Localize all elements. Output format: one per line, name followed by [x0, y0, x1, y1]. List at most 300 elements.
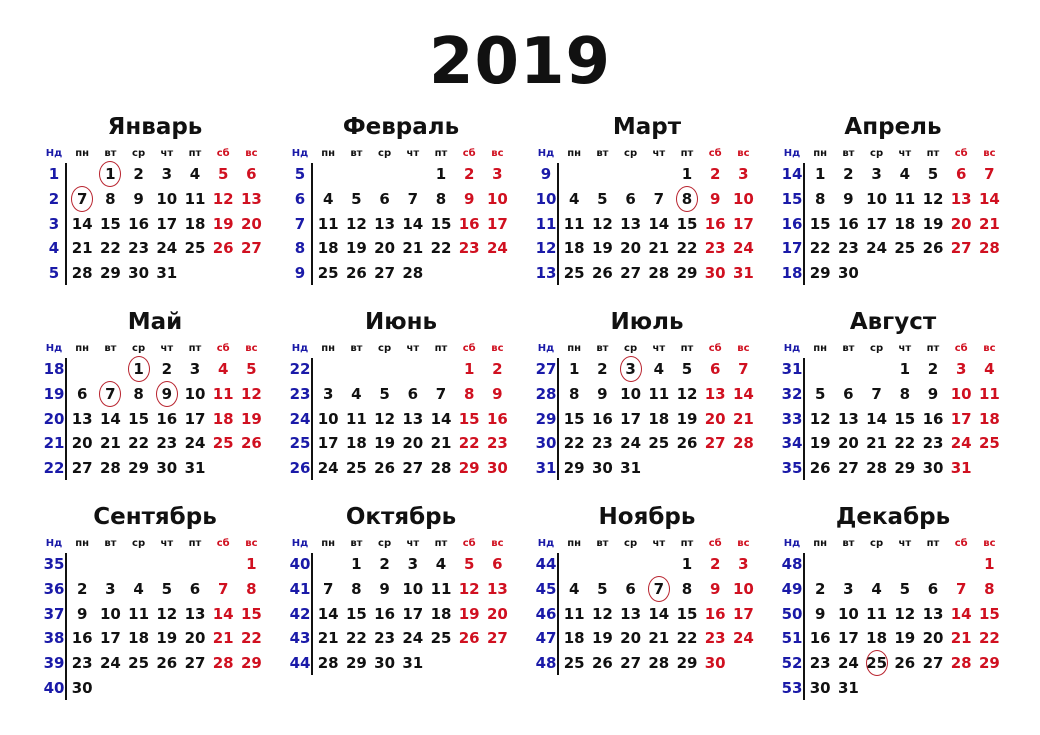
day-cell: 11 — [212, 384, 234, 403]
weekday-header: чт — [898, 343, 912, 354]
weekday-header: чт — [652, 148, 666, 159]
weekday-header: пт — [188, 148, 202, 159]
week-number: 3 — [48, 214, 60, 233]
day-cell: 5 — [351, 189, 362, 208]
day-cell: 7 — [871, 384, 882, 403]
day-cell: 14 — [402, 214, 424, 233]
day-cell: 14 — [99, 409, 121, 428]
day-cell: 14 — [732, 384, 754, 403]
weekday-header: ср — [132, 538, 146, 549]
month-title: Сентябрь — [93, 504, 217, 530]
day-cell: 16 — [922, 409, 944, 428]
week-number: 53 — [781, 679, 803, 697]
day-cell: 25 — [563, 654, 585, 673]
day-cell: 29 — [894, 459, 916, 478]
weekday-header: пн — [567, 148, 582, 159]
day-cell: 24 — [317, 459, 339, 478]
week-number: 18 — [43, 360, 65, 378]
week-number: 20 — [43, 409, 65, 428]
day-cell: 25 — [648, 434, 670, 453]
weekday-header: ср — [870, 343, 884, 354]
month-block — [778, 113, 1008, 303]
day-cell: 24 — [866, 239, 888, 258]
day-cell: 30 — [156, 459, 178, 478]
weekday-header: чт — [406, 538, 420, 549]
day-cell: 20 — [922, 629, 944, 648]
day-cell: 29 — [99, 264, 121, 283]
day-cell: 4 — [653, 360, 665, 378]
day-cell: 20 — [240, 214, 262, 233]
day-cell: 31 — [620, 459, 642, 478]
day-cell: 8 — [681, 579, 693, 598]
weekday-header: сб — [462, 148, 476, 159]
day-cell: 29 — [676, 654, 698, 673]
week-number: 10 — [535, 189, 557, 208]
year-title: 2019 — [428, 25, 612, 99]
day-cell: 20 — [837, 434, 859, 453]
weekday-header: пт — [434, 343, 448, 354]
day-cell: 16 — [458, 214, 480, 233]
week-number-header: Нд — [45, 148, 63, 159]
week-number-header: Нд — [291, 538, 309, 549]
weekday-header: ср — [132, 148, 146, 159]
month-block — [40, 503, 270, 697]
weekday-header: вс — [983, 343, 996, 354]
day-cell: 5 — [161, 579, 173, 598]
day-cell: 13 — [837, 409, 859, 428]
day-cell: 6 — [189, 579, 201, 598]
day-cell: 8 — [435, 189, 447, 208]
day-cell: 7 — [955, 579, 967, 598]
day-cell: 29 — [676, 264, 698, 283]
weekday-header: пн — [321, 148, 336, 159]
day-cell: 19 — [156, 629, 178, 648]
weekday-header: вс — [737, 148, 750, 159]
day-cell: 10 — [317, 409, 339, 428]
day-cell: 2 — [843, 165, 854, 183]
day-cell: 19 — [240, 409, 262, 428]
day-cell: 28 — [99, 459, 121, 478]
day-cell-circled: 8 — [673, 189, 701, 209]
day-cell: 6 — [379, 189, 390, 208]
day-cell: 17 — [317, 434, 339, 453]
day-cell: 14 — [430, 409, 452, 428]
day-cell: 7 — [217, 579, 229, 598]
day-cell: 2 — [161, 360, 173, 378]
day-cell: 25 — [345, 459, 367, 478]
day-cell: 14 — [212, 604, 234, 623]
week-number-header: Нд — [537, 538, 555, 549]
weekday-header: пн — [75, 148, 90, 159]
day-cell: 16 — [71, 629, 93, 648]
day-cell: 1 — [351, 555, 362, 573]
day-cell: 5 — [597, 189, 608, 208]
day-cell: 23 — [374, 629, 396, 648]
day-cell-circled: 7 — [68, 189, 96, 209]
week-number: 21 — [43, 434, 65, 453]
day-cell: 29 — [458, 459, 480, 478]
weekday-header: вс — [737, 538, 750, 549]
day-cell: 11 — [128, 604, 150, 623]
day-cell: 17 — [866, 214, 888, 233]
day-cell: 22 — [99, 239, 121, 258]
day-cell: 24 — [837, 654, 859, 673]
day-cell: 20 — [71, 434, 93, 453]
day-cell: 4 — [568, 579, 580, 598]
day-cell: 23 — [809, 654, 831, 673]
weekday-header: пт — [434, 148, 448, 159]
day-cell: 17 — [837, 629, 859, 648]
weekday-header: сб — [954, 343, 968, 354]
day-cell: 8 — [246, 579, 257, 598]
day-cell: 30 — [591, 459, 613, 478]
day-cell: 21 — [978, 214, 1000, 233]
weekday-header: вт — [596, 343, 609, 354]
week-number: 22 — [43, 459, 65, 478]
day-cell: 31 — [156, 264, 178, 283]
week-number: 46 — [535, 604, 557, 623]
day-cell: 5 — [597, 579, 608, 598]
weekday-header: вс — [983, 538, 996, 549]
day-cell: 28 — [212, 654, 234, 673]
day-cell: 26 — [809, 459, 831, 478]
day-cell: 18 — [563, 239, 585, 258]
month-block — [532, 503, 762, 693]
day-cell: 2 — [927, 360, 939, 378]
day-cell: 5 — [927, 165, 939, 183]
day-cell: 27 — [620, 654, 642, 673]
day-cell: 19 — [212, 214, 234, 233]
weekday-header: чт — [652, 538, 666, 549]
week-number: 11 — [535, 214, 557, 233]
day-cell: 12 — [240, 384, 262, 403]
day-cell: 3 — [738, 165, 749, 183]
weekday-header: ср — [624, 538, 638, 549]
day-cell: 19 — [676, 409, 698, 428]
day-cell: 4 — [899, 165, 911, 183]
week-number: 52 — [781, 654, 803, 673]
weekday-header: вт — [350, 538, 363, 549]
weekday-header: вс — [491, 538, 504, 549]
week-number-header: Нд — [783, 148, 801, 159]
week-number: 41 — [289, 579, 311, 598]
day-cell: 26 — [374, 459, 396, 478]
day-cell: 7 — [407, 189, 419, 208]
day-cell: 22 — [809, 239, 831, 258]
day-cell: 10 — [486, 189, 508, 208]
day-cell: 5 — [899, 579, 911, 598]
day-cell: 8 — [568, 384, 580, 403]
weekday-header: вс — [737, 343, 750, 354]
week-number: 38 — [43, 629, 65, 648]
day-cell: 14 — [317, 604, 339, 623]
day-cell: 16 — [809, 629, 831, 648]
day-cell: 9 — [492, 384, 503, 403]
weekday-header: пт — [680, 343, 694, 354]
week-number: 15 — [781, 189, 803, 208]
weekday-header: вт — [842, 538, 855, 549]
week-number: 5 — [294, 165, 306, 183]
day-cell: 25 — [128, 654, 150, 673]
weekday-header: вс — [491, 148, 504, 159]
day-cell: 26 — [345, 264, 367, 283]
day-cell: 22 — [240, 629, 262, 648]
month-title: Январь — [107, 114, 203, 140]
day-cell: 9 — [709, 579, 721, 598]
day-cell: 23 — [458, 239, 480, 258]
day-cell: 15 — [676, 214, 698, 233]
day-cell: 30 — [486, 459, 508, 478]
weekday-header: пн — [813, 343, 828, 354]
day-cell: 28 — [648, 654, 670, 673]
day-cell: 30 — [128, 264, 150, 283]
day-cell: 25 — [184, 239, 206, 258]
day-cell: 6 — [625, 579, 636, 598]
day-cell: 22 — [676, 239, 698, 258]
day-cell: 6 — [955, 165, 967, 183]
day-cell: 4 — [351, 384, 362, 403]
day-cell: 2 — [709, 165, 721, 183]
weekday-header: сб — [462, 538, 476, 549]
day-cell: 8 — [899, 384, 911, 403]
day-cell: 16 — [591, 409, 613, 428]
day-cell: 18 — [978, 409, 1000, 428]
day-cell: 18 — [894, 214, 916, 233]
day-cell: 2 — [709, 555, 721, 573]
weekday-header: вт — [350, 148, 363, 159]
day-cell: 10 — [620, 384, 642, 403]
weekday-header: вт — [842, 148, 855, 159]
day-cell: 21 — [212, 629, 234, 648]
day-cell: 27 — [922, 654, 944, 673]
day-cell: 9 — [843, 189, 854, 208]
weekday-header: чт — [898, 538, 912, 549]
day-cell: 17 — [184, 409, 206, 428]
day-cell: 28 — [430, 459, 452, 478]
day-cell: 16 — [128, 214, 150, 233]
day-cell: 17 — [156, 214, 178, 233]
day-cell: 3 — [189, 360, 201, 378]
weekday-header: сб — [954, 148, 968, 159]
day-cell: 5 — [379, 384, 390, 403]
month-title: Март — [612, 114, 682, 140]
day-cell: 22 — [978, 629, 1000, 648]
day-cell: 30 — [374, 654, 396, 673]
month-block — [532, 308, 762, 498]
day-cell: 7 — [653, 189, 665, 208]
day-cell: 2 — [379, 555, 390, 573]
week-number: 12 — [535, 239, 557, 258]
week-number: 2 — [48, 189, 60, 208]
day-cell: 27 — [402, 459, 424, 478]
weekday-header: чт — [406, 148, 420, 159]
day-cell: 24 — [402, 629, 424, 648]
day-cell: 6 — [625, 189, 636, 208]
day-cell: 10 — [732, 579, 754, 598]
weekday-header: ср — [378, 538, 392, 549]
weekday-header: ср — [624, 343, 638, 354]
day-cell: 14 — [71, 214, 93, 233]
day-cell: 2 — [597, 360, 608, 378]
day-cell: 1 — [568, 360, 580, 378]
day-cell: 6 — [927, 579, 939, 598]
weekday-header: пт — [926, 343, 940, 354]
week-number-header: Нд — [783, 343, 801, 354]
week-number: 5 — [48, 264, 60, 283]
day-cell: 6 — [492, 555, 503, 573]
day-cell: 31 — [402, 654, 424, 673]
week-number: 30 — [535, 434, 557, 453]
day-cell: 20 — [620, 629, 642, 648]
day-cell: 23 — [486, 434, 508, 453]
day-cell: 15 — [99, 214, 121, 233]
day-cell: 27 — [837, 459, 859, 478]
week-number: 29 — [535, 409, 557, 428]
day-cell: 14 — [950, 604, 972, 623]
day-cell: 27 — [71, 459, 93, 478]
day-cell: 4 — [189, 165, 201, 183]
week-number: 16 — [781, 214, 803, 233]
day-cell: 12 — [156, 604, 178, 623]
day-cell: 23 — [71, 654, 93, 673]
day-cell: 26 — [458, 629, 480, 648]
day-cell: 12 — [374, 409, 396, 428]
day-cell: 20 — [486, 604, 508, 623]
day-cell-circled: 7 — [645, 579, 673, 599]
day-cell: 10 — [402, 579, 424, 598]
day-cell: 4 — [133, 579, 144, 598]
weekday-header: пт — [188, 538, 202, 549]
day-cell: 15 — [894, 409, 916, 428]
day-cell: 22 — [676, 629, 698, 648]
day-cell: 12 — [809, 409, 831, 428]
weekday-header: чт — [160, 343, 174, 354]
day-cell: 30 — [809, 679, 831, 697]
day-cell: 4 — [322, 189, 334, 208]
day-cell: 22 — [894, 434, 916, 453]
day-cell: 24 — [620, 434, 642, 453]
day-cell: 5 — [814, 384, 826, 403]
day-cell: 13 — [71, 409, 93, 428]
day-cell: 10 — [732, 189, 754, 208]
day-cell: 3 — [843, 579, 854, 598]
day-cell: 7 — [738, 360, 749, 378]
day-cell: 28 — [402, 264, 424, 283]
weekday-header: чт — [898, 148, 912, 159]
day-cell: 10 — [866, 189, 888, 208]
week-number: 27 — [535, 360, 557, 378]
day-cell-circled: 25 — [863, 653, 891, 673]
day-cell: 27 — [184, 654, 206, 673]
day-cell: 18 — [430, 604, 452, 623]
day-cell: 20 — [374, 239, 396, 258]
day-cell: 6 — [407, 384, 419, 403]
day-cell-circled: 7 — [96, 384, 124, 404]
day-cell: 12 — [894, 604, 916, 623]
weekday-header: вс — [491, 343, 504, 354]
day-cell: 8 — [984, 579, 995, 598]
day-cell: 14 — [648, 214, 670, 233]
day-cell: 31 — [184, 459, 206, 478]
weekday-header: вт — [104, 148, 117, 159]
day-cell: 6 — [246, 165, 257, 183]
weekday-header: пн — [75, 343, 90, 354]
week-number: 33 — [781, 409, 803, 428]
day-cell: 19 — [894, 629, 916, 648]
day-cell: 25 — [317, 264, 339, 283]
day-cell: 21 — [648, 239, 670, 258]
day-cell: 18 — [184, 214, 206, 233]
day-cell: 12 — [591, 214, 613, 233]
day-cell: 13 — [620, 214, 642, 233]
day-cell: 15 — [240, 604, 262, 623]
weekday-header: пт — [680, 538, 694, 549]
weekday-header: вт — [104, 538, 117, 549]
day-cell: 20 — [704, 409, 726, 428]
day-cell: 21 — [866, 434, 888, 453]
day-cell: 11 — [430, 579, 452, 598]
weekday-header: сб — [708, 538, 722, 549]
week-number: 24 — [289, 409, 311, 428]
day-cell: 17 — [99, 629, 121, 648]
day-cell: 26 — [240, 434, 262, 453]
weekday-header: ср — [870, 538, 884, 549]
week-number-header: Нд — [291, 343, 309, 354]
day-cell: 28 — [866, 459, 888, 478]
day-cell: 13 — [184, 604, 206, 623]
week-number: 50 — [781, 604, 803, 623]
month-title: Май — [127, 309, 183, 335]
day-cell: 1 — [984, 555, 995, 573]
week-number: 18 — [781, 264, 803, 283]
day-cell: 20 — [620, 239, 642, 258]
month-title: Апрель — [844, 114, 942, 140]
week-number: 6 — [294, 189, 306, 208]
week-number: 36 — [43, 579, 65, 598]
week-number: 37 — [43, 604, 65, 623]
week-number-header: Нд — [45, 538, 63, 549]
day-cell: 8 — [351, 579, 362, 598]
day-cell: 19 — [345, 239, 367, 258]
week-number: 40 — [289, 555, 311, 573]
day-cell: 13 — [922, 604, 944, 623]
day-cell: 18 — [648, 409, 670, 428]
day-cell: 18 — [563, 629, 585, 648]
day-cell: 1 — [681, 165, 693, 183]
day-cell: 27 — [950, 239, 972, 258]
day-cell-circled: 3 — [617, 359, 645, 379]
day-cell: 22 — [430, 239, 452, 258]
day-cell: 10 — [156, 189, 178, 208]
day-cell: 28 — [950, 654, 972, 673]
day-cell: 13 — [240, 189, 262, 208]
day-cell: 28 — [317, 654, 339, 673]
weekday-header: вс — [245, 148, 258, 159]
day-cell: 11 — [563, 214, 585, 233]
day-cell: 12 — [591, 604, 613, 623]
week-number: 43 — [289, 629, 311, 648]
day-cell: 19 — [922, 214, 944, 233]
day-cell: 17 — [732, 214, 754, 233]
week-number: 14 — [781, 165, 803, 183]
day-cell: 16 — [156, 409, 178, 428]
day-cell: 10 — [950, 384, 972, 403]
day-cell: 19 — [458, 604, 480, 623]
day-cell: 29 — [128, 459, 150, 478]
day-cell: 9 — [927, 384, 939, 403]
day-cell: 24 — [486, 239, 508, 258]
weekday-header: пт — [434, 538, 448, 549]
